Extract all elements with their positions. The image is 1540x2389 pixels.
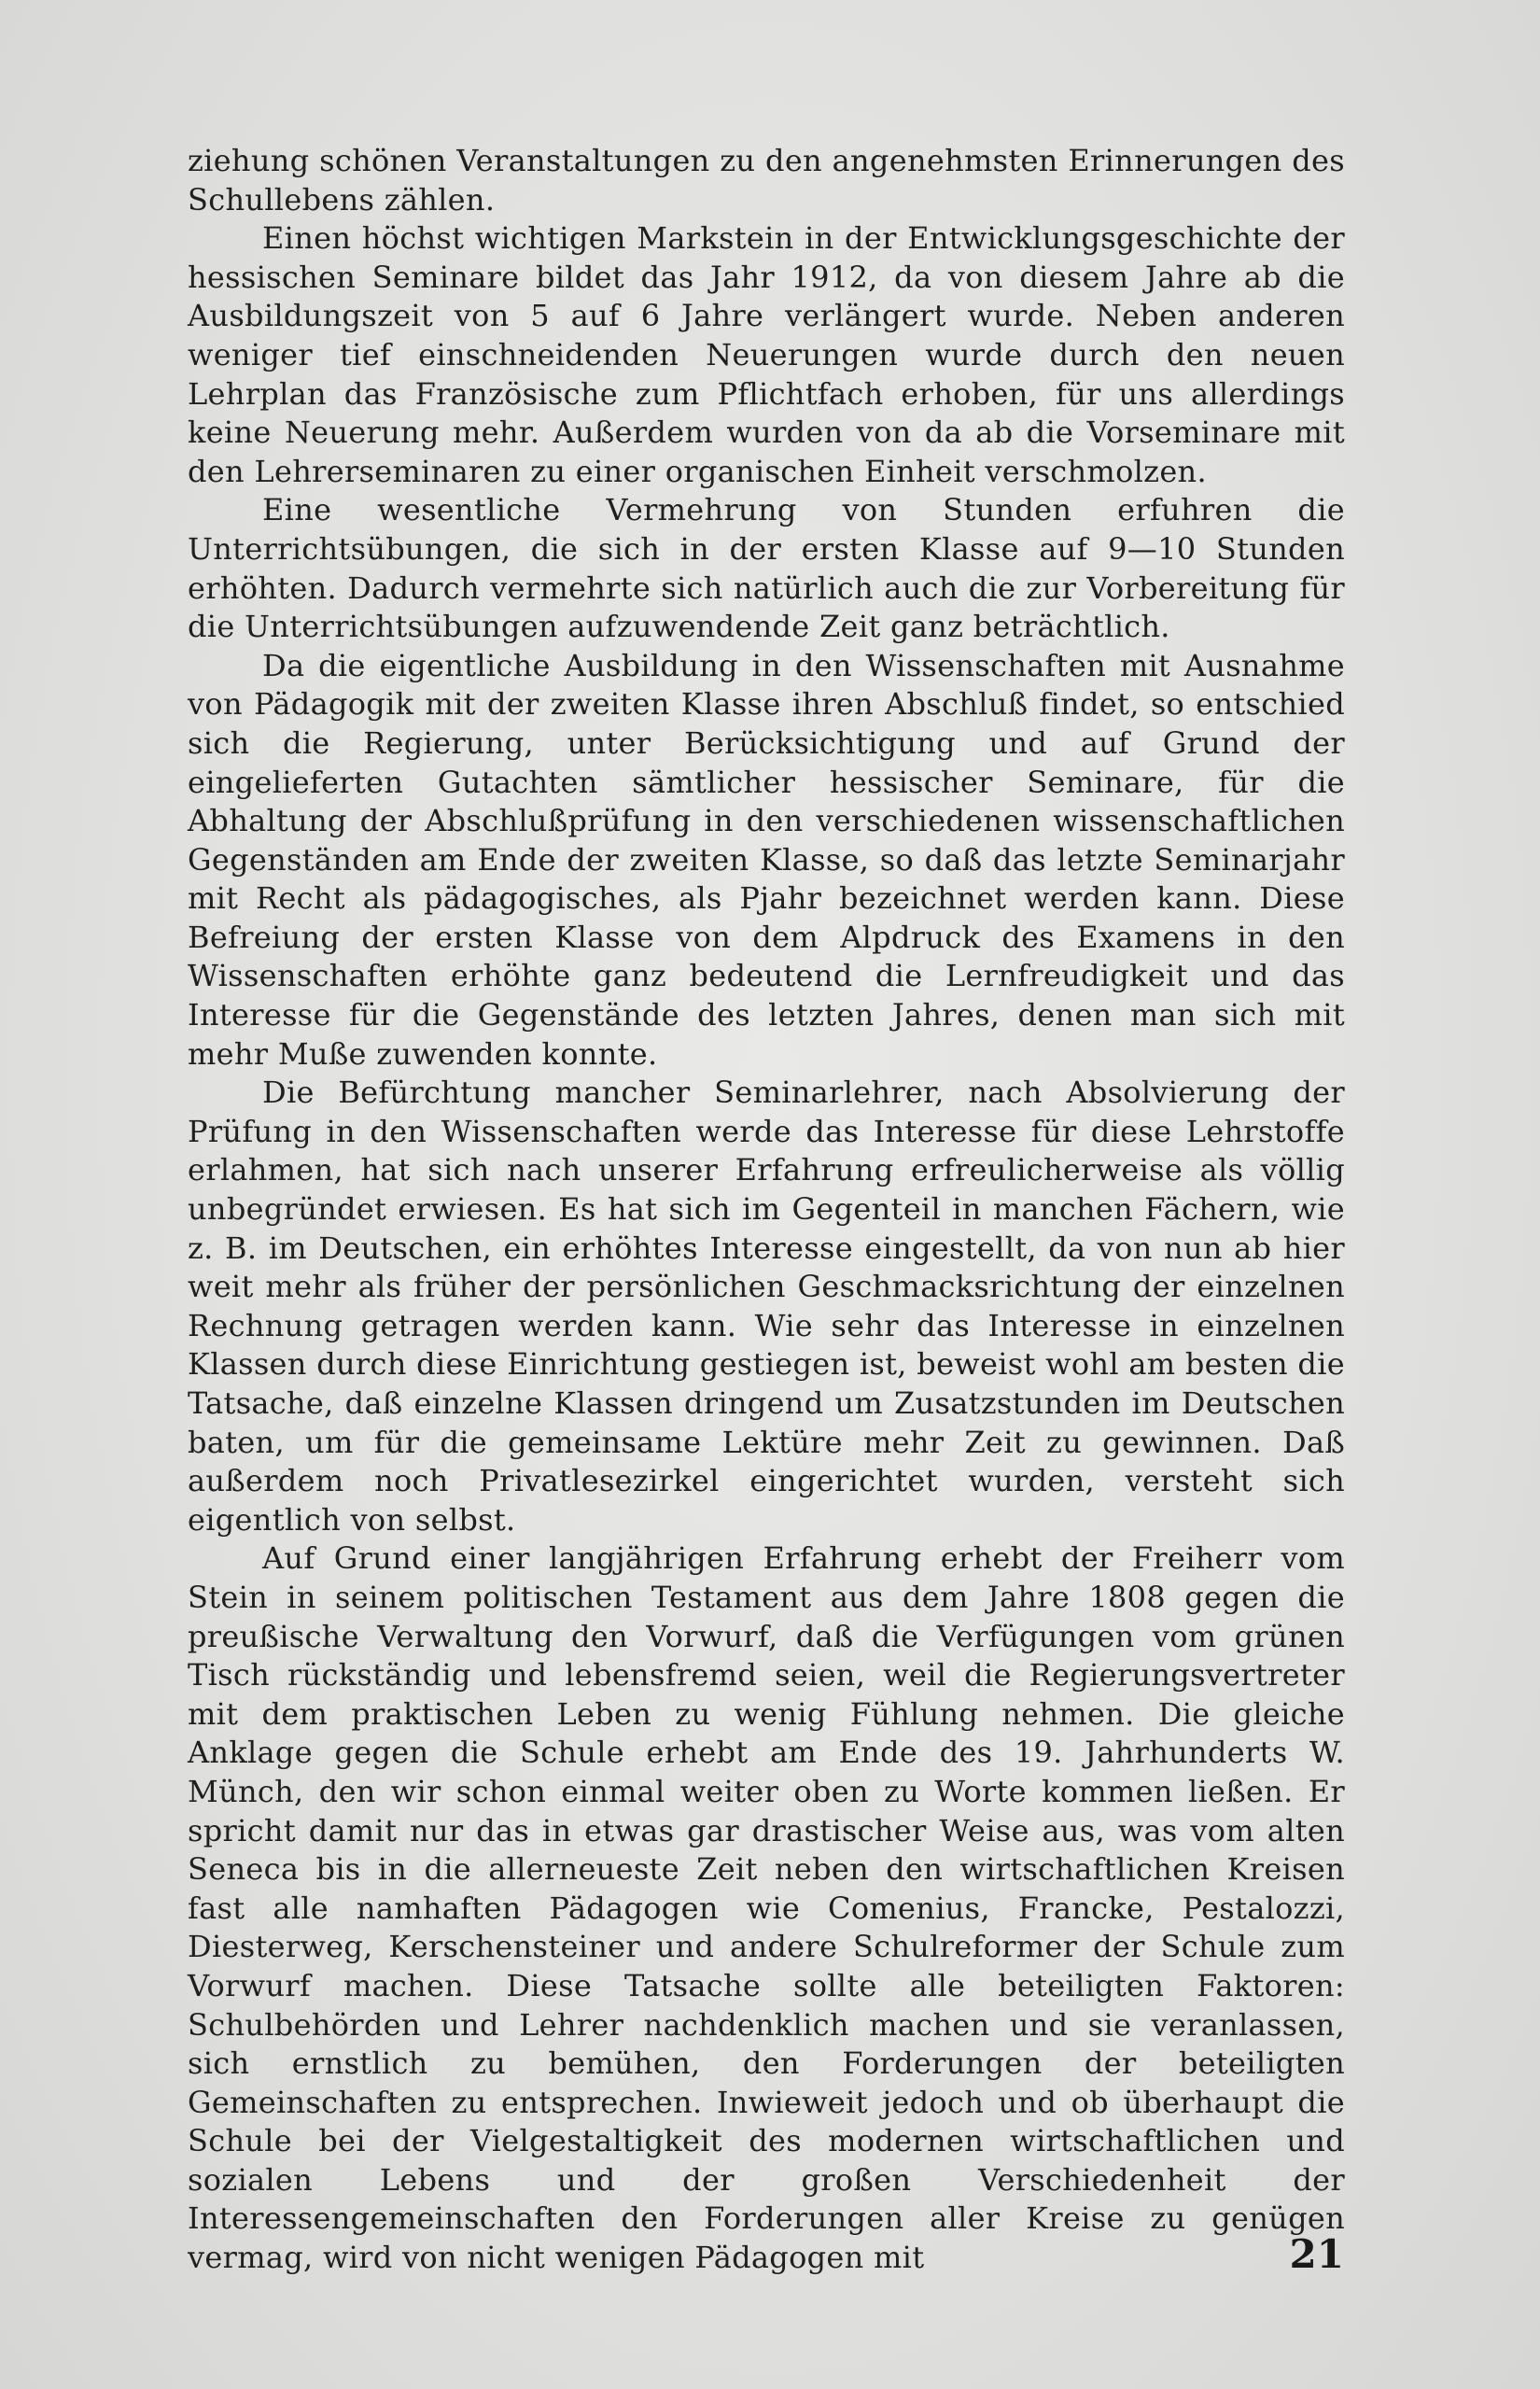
body-text bbox=[188, 142, 1345, 2278]
paragraph-5: Die Befürchtung mancher Seminarlehrer, nach Absolvierung der Prüfung in den Wissenschaften werde das Interesse für diese Lehrstoffe erlahmen, hat sich nach unserer Erfahrung erfreulicherweise als völlig unbegründet erwiesen. Es hat sich im Gegenteil in manchen Fächern, wie z. B. im Deutschen, ein erhöhtes Interesse eingestellt, da von nun ab hier weit mehr als früher der persönlichen Geschmacksrichtung der einzelnen Rechnung getragen werden kann. Wie sehr das Interesse in einzelnen Klassen durch diese Einrichtung gestiegen ist, beweist wohl am besten die Tatsache, daß einzelne Klassen dringend um Zusatzstunden im Deutschen baten, um für die gemeinsame Lektüre mehr Zeit zu gewinnen. Daß außerdem noch Privatlesezirkel eingerichtet wurden, versteht sich eigentlich von selbst. bbox=[188, 1075, 1345, 1538]
paragraph-1: ziehung schönen Veranstaltungen zu den angenehmsten Erinnerungen des Schullebens zählen. bbox=[188, 143, 1345, 218]
page-number: 21 bbox=[1289, 2231, 1344, 2277]
paragraph-2: Einen höchst wichtigen Markstein in der Entwicklungsgeschichte der hessischen Seminare bildet das Jahr 1912, da von diesem Jahre ab die Ausbildungszeit von 5 auf 6 Jahre verlängert wurde. Neben anderen weniger tief einschneidenden Neuerungen wurde durch den neuen Lehrplan das Französische zum Pflichtfach erhoben, für uns allerdings keine Neuerung mehr. Außerdem wurden von da ab die Vorseminare mit den Lehrerseminaren zu einer organischen Einheit verschmolzen. bbox=[188, 220, 1345, 489]
paragraph-3: Eine wesentliche Vermehrung von Stunden erfuhren die Unterrichtsübungen, die sich in der ersten Klasse auf 9—10 Stunden erhöhten. Dadurch vermehrte sich natürlich auch die zur Vorbereitung für die Unterrichtsübungen aufzuwendende Zeit ganz beträchtlich. bbox=[188, 492, 1345, 645]
paragraph-6: Auf Grund einer langjährigen Erfahrung erhebt der Freiherr vom Stein in seinem politischen Testament aus dem Jahre 1808 gegen die preußische Verwaltung den Vorwurf, daß die Verfügungen vom grünen Tisch rückständig und lebensfremd seien, weil die Regierungsvertreter mit dem praktischen Leben zu wenig Fühlung nehmen. Die gleiche Anklage gegen die Schule erhebt am Ende des 19. Jahrhunderts W. Münch, den wir schon einmal weiter oben zu Worte kommen ließen. Er spricht damit nur das in etwas gar drastischer Weise aus, was vom alten Seneca bis in die allerneueste Zeit neben den wirtschaftlichen Kreisen fast alle namhaften Pädagogen wie Comenius, Francke, Pestalozzi, Diesterweg, Kerschensteiner und andere Schulreformer der Schule zum Vorwurf machen. Diese Tatsache sollte alle beteiligten Faktoren: Schulbehörden und Lehrer nachdenklich machen und sie veranlassen, sich ernstlich zu bemühen, den Forderungen der beteiligten Gemeinschaften zu entsprechen. Inwieweit jedoch und ob überhaupt die Schule bei der Vielgestaltigkeit des modernen wirtschaftlichen und sozialen Lebens und der großen Verschiedenheit der Interessengemeinschaften den Forderungen aller Kreise zu genügen vermag, wird von nicht wenigen Pädagogen mit bbox=[188, 1540, 1345, 2276]
paragraph-4: Da die eigentliche Ausbildung in den Wissenschaften mit Ausnahme von Pädagogik mit der zweiten Klasse ihren Abschluß findet, so entschied sich die Regierung, unter Berücksichtigung und auf Grund der eingelieferten Gutachten sämtlicher hessischer Seminare, für die Abhaltung der Abschlußprüfung in den verschiedenen wissenschaftlichen Gegenständen am Ende der zweiten Klasse, so daß das letzte Seminarjahr mit Recht als pädagogisches, als Pjahr bezeichnet werden kann. Diese Befreiung der ersten Klasse von dem Alpdruck des Examens in den Wissenschaften erhöhte ganz bedeutend die Lernfreudigkeit und das Interesse für die Gegenstände des letzten Jahres, denen man sich mit mehr Muße zuwenden konnte. bbox=[188, 647, 1345, 1072]
